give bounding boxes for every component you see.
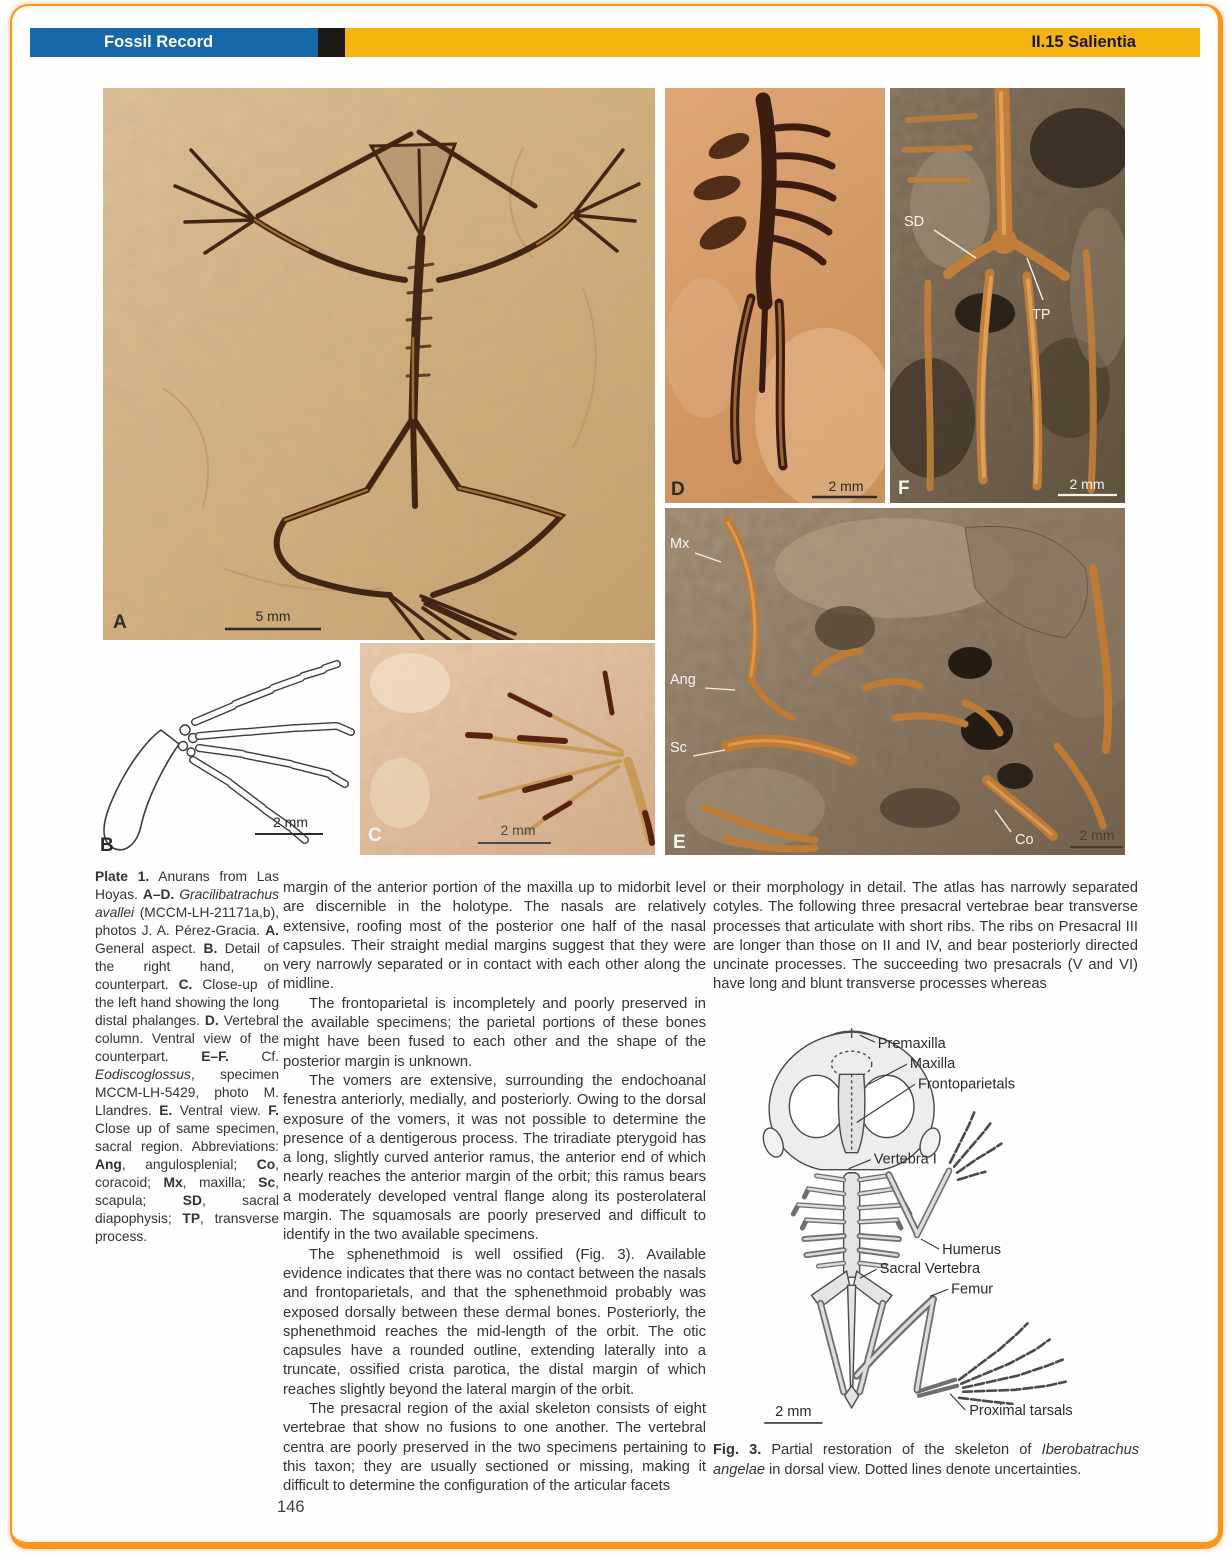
fig3-caption: Fig. 3. Partial restoration of the skeleton of Iberobatrachus angelae in dorsal view. Dotted lines denote uncertainties. [713, 1442, 1139, 1478]
panel-e-label: E [673, 832, 686, 853]
fig3-label-femur: Femur [951, 1281, 994, 1298]
skeleton-restoration-figure [716, 1022, 1138, 1434]
fossil-photo-f [890, 88, 1125, 503]
hand-drawing-b [95, 648, 357, 855]
panel-f-label: F [898, 478, 910, 499]
panel-e-annotation-mx: Mx [670, 536, 690, 552]
fig3-label-humerus: Humerus [942, 1242, 1002, 1259]
fig3-label-vertebra1: Vertebra I [873, 1151, 937, 1168]
paragraph: The frontoparietal is incompletely and poorly preserved in the available specimens; the parietal portions of these bones might have been fused to each other and the shape of the posterior margin is unknown. [283, 995, 706, 1070]
panel-d-photo [665, 88, 885, 503]
panel-b-scale-label: 2 mm [273, 814, 308, 830]
paragraph: margin of the anterior portion of the maxilla up to midorbit level are discernible in the holotype. The nasals are relatively extensive, roofing most of the posterior one half of the nasal capsules. Their straight medial margins suggest that they were very narrowly separated or in contact with each other along the midline. [283, 880, 706, 993]
panel-d-scale-label: 2 mm [828, 478, 864, 494]
fossil-photo-c [360, 643, 655, 855]
fig3-label-sacral-vertebra: Sacral Vertebra [879, 1261, 981, 1278]
panel-e-annotation-sc: Sc [670, 740, 687, 756]
fossil-photo-d [665, 88, 885, 503]
header-section-tab [30, 28, 318, 57]
plate1-caption: Plate 1. Anurans from Las Hoyas. A–D. Gracilibatrachus avallei (MCCM-LH-21171a,b), photos J. A. Pérez-Gracia. A. General aspect. B. Detail of the right hand, on counterpart. C. Close-up of the left hand showing the long distal phalanges. D. Vertebral column. Ventral view of the counterpart. E–F. Cf. Eodiscoglossus, specimen MCCM-LH-5429, photo M. Llandres. E. Ventral view. F. Close up of same specimen, sacral region. Abbreviations: Ang, angulosplenial; Co, coracoid; Mx, maxilla; Sc, scapula; SD, sacral diapophysis; TP, transverse process. [95, 869, 279, 1244]
panel-f-annotation-sd: SD [904, 214, 925, 230]
panel-f-photo [890, 88, 1125, 503]
panel-d-label: D [671, 479, 685, 500]
paragraph: The sphenethmoid is well ossified (Fig. 3). Available evidence indicates that there was no contact between the nasals and frontoparietals, and that the sphenethmoid probably was exposed dorsally between these dermal bones. Posteriorly, the sphenethmoid reaches the mid-length of the orbit. The otic capsules have a rounded outline, extending laterally into a truncate, ossified crista parotica, the distal margin of which reaches slightly beyond the lateral margin of the orbit. [283, 1246, 706, 1398]
page-number: 146 [277, 1498, 305, 1516]
panel-e-scale-label: 2 mm [1079, 827, 1115, 843]
fig3-label-maxilla: Maxilla [909, 1056, 956, 1073]
header-divider [318, 28, 345, 57]
panel-c-label: C [368, 825, 382, 846]
body-column-1 [283, 879, 706, 1497]
fig3-drawing [716, 1022, 1138, 1434]
page-header [30, 28, 1200, 57]
panel-e-annotation-co: Co [1015, 832, 1034, 848]
paragraph: The presacral region of the axial skeleton consists of eight vertebrae that show no fusions to one another. The vertebral centra are poorly preserved in the two specimens pertaining to this taxon; they are usually sectioned or missing, making it difficult to determine the configuration of the articular facets [283, 1401, 706, 1495]
header-section-label: Fossil Record [104, 33, 214, 51]
header-chapter-label: II.15 Salientia [1031, 33, 1136, 51]
fig3-label-premaxilla: Premaxilla [877, 1036, 946, 1053]
panel-a-scale-label: 5 mm [255, 608, 291, 624]
panel-c-photo [360, 643, 655, 855]
panel-a-photo [103, 88, 655, 640]
fig3-label-frontoparietals: Frontoparietals [917, 1076, 1015, 1093]
panel-c-scale-label: 2 mm [500, 822, 536, 838]
fig3-label-proximal-tarsals: Proximal tarsals [969, 1402, 1073, 1419]
panel-b-drawing [95, 648, 357, 855]
fig3-scale-label: 2 mm [775, 1403, 812, 1420]
fossil-photo-a [103, 88, 655, 640]
panel-a-label: A [113, 612, 127, 633]
panel-f-scale-label: 2 mm [1069, 476, 1105, 492]
fossil-photo-e [665, 508, 1125, 855]
panel-f-annotation-tp: TP [1032, 307, 1051, 323]
header-chapter-bar [345, 28, 1200, 57]
panel-e-photo [665, 508, 1125, 855]
body-column-2 [713, 879, 1138, 995]
paragraph: The vomers are extensive, surrounding the endochoanal fenestra anteriorly, medially, and posteriorly. Owing to the dorsal exposure of the vomers, it was not possible to determine the presence of a dentigerous process. The triradiate pterygoid has a long, slightly curved anterior ramus, the anterior end of which nearly reaches the anterior margin of the orbit; this ramus bears a moderately developed ventral flange along its posterolateral margin. The squamosals are poorly preserved and difficult to identify in the two available specimens. [283, 1072, 706, 1244]
paragraph: or their morphology in detail. The atlas has narrowly separated cotyles. The following three presacral vertebrae bear transverse processes that articulate with short ribs. The ribs on Presacral III are longer than those on II and IV, and bear posteriorly directed uncinate processes. The succeeding two presacrals (V and VI) have long and blunt transverse processes whereas [713, 880, 1138, 993]
panel-e-annotation-ang: Ang [670, 672, 696, 688]
panel-b-label: B [100, 835, 114, 855]
